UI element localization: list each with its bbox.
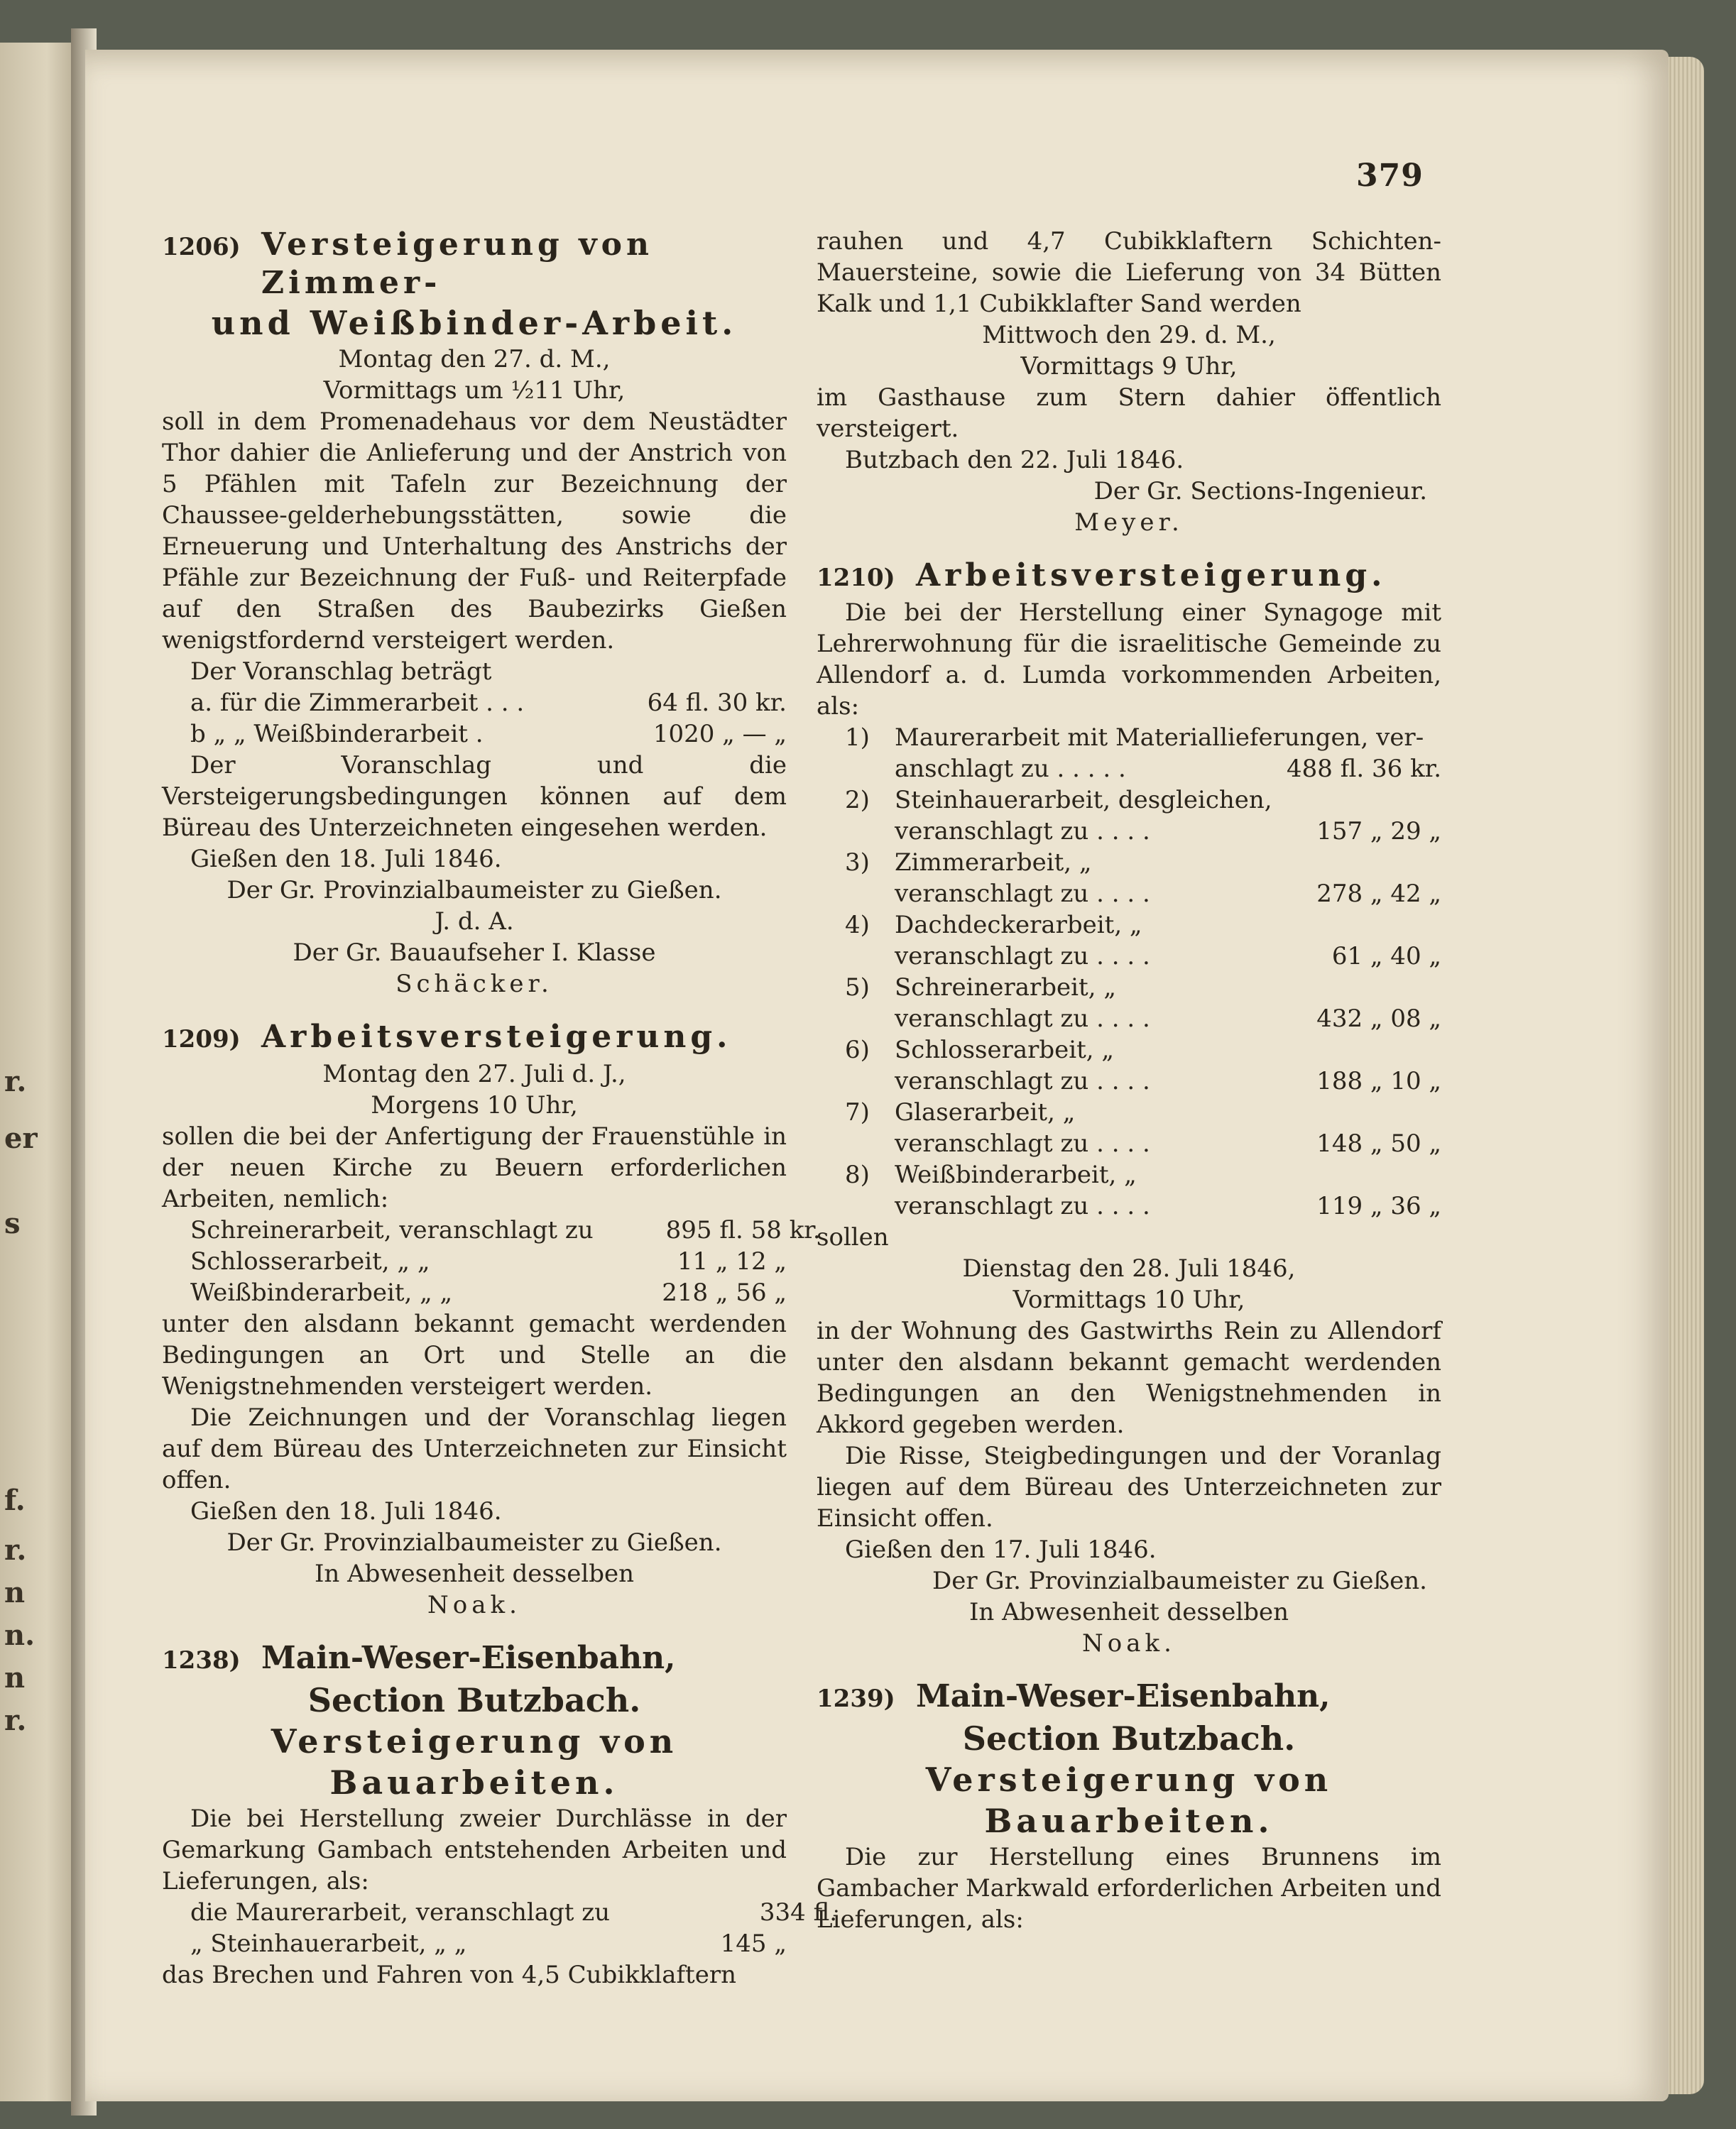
item-label: Schreinerarbeit, „ [895, 973, 1116, 1002]
auction-date: Mittwoch den 29. d. M., [982, 321, 1276, 349]
notice-title: Arbeitsversteigerung. [261, 1019, 732, 1055]
estimate-item [817, 784, 1441, 847]
item-row [817, 1066, 1441, 1097]
notice-number: 1206) [162, 233, 241, 261]
estimate-item [817, 909, 1441, 972]
notice-body: Die bei Herstellung zweier Durchlässe in der Gemarkung Gambach entstehenden Arbeiten und Lieferungen, als: [162, 1805, 787, 1895]
estimate-row [162, 1215, 821, 1246]
item-label: Schlosserarbeit, „ [895, 1036, 1115, 1064]
margin-fragment: s [4, 1207, 21, 1240]
estimate-amount: 145 „ [720, 1930, 787, 1958]
notice-title-line3: Versteigerung von Bauarbeiten. [925, 1761, 1333, 1840]
notice-body: soll in dem Promenadehaus vor dem Neustädter Thor dahier die Anlieferung und der Anstrich von 5 Pfählen mit Tafeln zur Bezeichnung der Chaussee-gelderhebungsstätten, sowie die Erneuerung und Unterhaltung des Anstrichs der Pfähle zur Bezeichnung der Fuß- und Reiterpfade auf den Straßen des Baubezirks Gießen wenigstfordernd versteigert werden. [162, 407, 787, 655]
notice-1206 [162, 226, 787, 1000]
auction-time: Vormittags 9 Uhr, [1020, 352, 1238, 381]
estimate-item [817, 1097, 1441, 1159]
item-label-2: veranschlagt zu . . . . [895, 1192, 1150, 1220]
estimate-item [817, 1034, 1441, 1097]
signature: Der Gr. Provinzialbaumeister zu Gießen. [226, 1528, 722, 1557]
estimate-label: b „ „ Weißbinderarbeit . [190, 720, 484, 748]
notice-heading [817, 1678, 1441, 1718]
item-number: 7) [845, 1098, 870, 1127]
estimate-label: „ Steinhauerarbeit, „ „ [190, 1930, 467, 1958]
notice-title: Main-Weser-Eisenbahn, [261, 1640, 676, 1676]
signature: J. d. A. [435, 907, 514, 936]
item-label: Zimmerarbeit, „ [895, 848, 1092, 877]
estimate-row [162, 1246, 787, 1277]
notice-heading [162, 1018, 787, 1058]
facing-page-edge [0, 43, 78, 2101]
notice-title: Versteigerung von Zimmer- [261, 226, 653, 301]
notice-title-line3: Versteigerung von Bauarbeiten. [271, 1722, 678, 1802]
estimate-label: Schlosserarbeit, „ „ [190, 1247, 430, 1276]
item-label: Maurerarbeit mit Materiallieferungen, ver- [895, 723, 1424, 752]
notice-1238-continued [817, 226, 1441, 538]
auction-date: Montag den 27. Juli d. J., [322, 1060, 626, 1088]
item-number: 5) [845, 973, 870, 1002]
margin-fragment: er [4, 1122, 38, 1155]
estimate-row [162, 687, 787, 718]
item-amount: 61 „ 40 „ [1331, 942, 1441, 970]
auction-time: Vormittags 10 Uhr, [1012, 1286, 1245, 1314]
item-label-2: veranschlagt zu . . . . [895, 942, 1150, 970]
item-amount: 119 „ 36 „ [1316, 1192, 1441, 1220]
signature-name: Noak. [1082, 1629, 1176, 1658]
estimate-amount: 334 fl. [759, 1898, 838, 1927]
margin-fragment: n [4, 1661, 26, 1695]
margin-fragment: r. [4, 1533, 27, 1567]
notice-heading [817, 557, 1441, 597]
estimate-label: Schreinerarbeit, veranschlagt zu [190, 1216, 594, 1244]
notice-number: 1209) [162, 1025, 241, 1053]
item-number: 3) [845, 848, 870, 877]
item-label: Weißbinderarbeit, „ [895, 1161, 1137, 1189]
signature: Der Gr. Sections-Ingenieur. [1093, 477, 1427, 505]
margin-fragment: r. [4, 1704, 27, 1737]
left-column [162, 226, 838, 2009]
item-row [817, 941, 1441, 972]
notice-place-date: Gießen den 17. Juli 1846. [845, 1536, 1157, 1564]
estimate-item [817, 847, 1441, 909]
estimate-row [162, 1897, 838, 1928]
item-row [817, 753, 1441, 784]
notice-subtitle: Section Butzbach. [962, 1719, 1296, 1758]
signature: In Abwesenheit desselben [968, 1598, 1289, 1626]
signature-name: Meyer. [1074, 508, 1184, 537]
item-row [817, 1003, 1441, 1034]
notice-number: 1238) [162, 1646, 241, 1675]
item-label: Glaserarbeit, „ [895, 1098, 1076, 1127]
notice-place-date: Butzbach den 22. Juli 1846. [845, 446, 1184, 474]
estimate-row [162, 1928, 787, 1959]
margin-fragment: n [4, 1576, 26, 1609]
notice-title: Arbeitsversteigerung. [916, 557, 1387, 593]
notice-title-line2: und Weißbinder-Arbeit. [211, 304, 738, 342]
item-amount: 278 „ 42 „ [1316, 880, 1441, 908]
right-column [817, 226, 1441, 1954]
estimate-row [162, 1277, 787, 1308]
auction-time: Vormittags um ½11 Uhr, [323, 376, 626, 405]
notice-1210 [817, 557, 1441, 1659]
signature: Der Gr. Bauaufseher I. Klasse [293, 938, 656, 967]
estimate-item [817, 972, 1441, 1034]
notice-1239 [817, 1678, 1441, 1935]
notice-body: unter den alsdann bekannt gemacht werdenden Bedingungen an Ort und Stelle an die Wenigstnehmenden versteigert werden. [162, 1310, 787, 1401]
estimate-row [162, 718, 787, 750]
item-label-2: veranschlagt zu . . . . [895, 1067, 1150, 1095]
auction-date: Montag den 27. d. M., [338, 345, 611, 373]
notice-subtitle: Section Butzbach. [307, 1681, 641, 1719]
signature: In Abwesenheit desselben [314, 1560, 635, 1588]
estimate-item [817, 722, 1441, 784]
notice-body: rauhen und 4,7 Cubikklaftern Schichten-Mauersteine, sowie die Lieferung von 34 Bütten Kalk und 1,1 Cubikklafter Sand werden [817, 227, 1441, 318]
notice-body: im Gasthause zum Stern dahier öffentlich versteigert. [817, 383, 1441, 443]
notice-body: Die Risse, Steigbedingungen und der Voranlag liegen auf dem Büreau des Unterzeichneten zur Einsicht offen. [817, 1442, 1441, 1533]
item-label: Dachdeckerarbeit, „ [895, 911, 1142, 939]
item-label-2: anschlagt zu . . . . . [895, 755, 1126, 783]
estimate-amount: 218 „ 56 „ [662, 1279, 787, 1307]
estimate-amount: 1020 „ — „ [653, 720, 787, 748]
item-amount: 432 „ 08 „ [1316, 1005, 1441, 1033]
notice-number: 1239) [817, 1685, 895, 1713]
estimate-label: Weißbinderarbeit, „ „ [190, 1279, 453, 1307]
notice-number: 1210) [817, 564, 895, 592]
estimate-label: a. für die Zimmerarbeit . . . [190, 689, 525, 717]
item-amount: 157 „ 29 „ [1316, 817, 1441, 845]
signature: Der Gr. Provinzialbaumeister zu Gießen. [932, 1567, 1427, 1595]
item-amount: 488 fl. 36 kr. [1287, 755, 1441, 783]
item-label: Steinhauerarbeit, desgleichen, [895, 786, 1272, 814]
notice-body: Der Voranschlag und die Versteigerungsbedingungen können auf dem Büreau des Unterzeichneten eingesehen werden. [162, 751, 787, 842]
item-amount: 188 „ 10 „ [1316, 1067, 1441, 1095]
margin-fragment: n. [4, 1619, 36, 1652]
page-number: 379 [1356, 158, 1424, 194]
item-number: 6) [845, 1036, 870, 1064]
estimate-intro: Der Voranschlag beträgt [190, 657, 492, 686]
item-label-2: veranschlagt zu . . . . [895, 1129, 1150, 1158]
notice-body: Die bei der Herstellung einer Synagoge mit Lehrerwohnung für die israelitische Gemeinde zu Allendorf a. d. Lumda vorkommenden Arbeiten, als: [817, 598, 1441, 721]
signature: Der Gr. Provinzialbaumeister zu Gießen. [226, 876, 722, 904]
item-amount: 148 „ 50 „ [1316, 1129, 1441, 1158]
item-number: 4) [845, 911, 870, 939]
notice-1209 [162, 1018, 821, 1621]
item-label-2: veranschlagt zu . . . . [895, 880, 1150, 908]
signature-name: Noak. [427, 1591, 521, 1619]
item-row [817, 1191, 1441, 1222]
notice-place-date: Gießen den 18. Juli 1846. [190, 845, 502, 873]
margin-fragment: r. [4, 1065, 27, 1098]
margin-fragment: f. [4, 1484, 26, 1517]
item-label-2: veranschlagt zu . . . . [895, 1005, 1150, 1033]
estimate-amount: 895 fl. 58 kr. [665, 1216, 821, 1244]
notice-title: Main-Weser-Eisenbahn, [916, 1678, 1331, 1714]
notice-body: Die zur Herstellung eines Brunnens im Gambacher Markwald erforderlichen Arbeiten und Lieferungen, als: [817, 1843, 1441, 1934]
auction-time: Morgens 10 Uhr, [371, 1091, 578, 1120]
item-number: 8) [845, 1161, 870, 1189]
notice-place-date: Gießen den 18. Juli 1846. [190, 1497, 502, 1526]
signature-name: Schäcker. [395, 970, 553, 998]
notice-heading [162, 1639, 787, 1680]
item-row [817, 1128, 1441, 1159]
item-number: 1) [845, 723, 870, 752]
estimate-amount: 11 „ 12 „ [677, 1247, 787, 1276]
estimate-amount: 64 fl. 30 kr. [647, 689, 787, 717]
notice-1238 [162, 1639, 838, 1991]
notice-body: sollen [817, 1223, 889, 1252]
notice-body: Die Zeichnungen und der Voranschlag liegen auf dem Büreau des Unterzeichneten zur Einsicht offen. [162, 1403, 787, 1494]
item-number: 2) [845, 786, 870, 814]
notice-body: sollen die bei der Anfertigung der Frauenstühle in der neuen Kirche zu Beuern erforderlichen Arbeiten, nemlich: [162, 1122, 787, 1213]
notice-body: in der Wohnung des Gastwirths Rein zu Allendorf unter den alsdann bekannt gemacht werdenden Bedingungen an den Wenigstnehmenden in Akkord gegeben werden. [817, 1317, 1441, 1439]
estimate-label: die Maurerarbeit, veranschlagt zu [190, 1898, 611, 1927]
item-row [817, 878, 1441, 909]
auction-date: Dienstag den 28. Juli 1846, [962, 1254, 1296, 1283]
estimate-item [817, 1159, 1441, 1222]
item-row [817, 816, 1441, 847]
item-label-2: veranschlagt zu . . . . [895, 817, 1150, 845]
notice-body: das Brechen und Fahren von 4,5 Cubikklaftern [162, 1961, 736, 1989]
notice-heading [162, 226, 787, 302]
